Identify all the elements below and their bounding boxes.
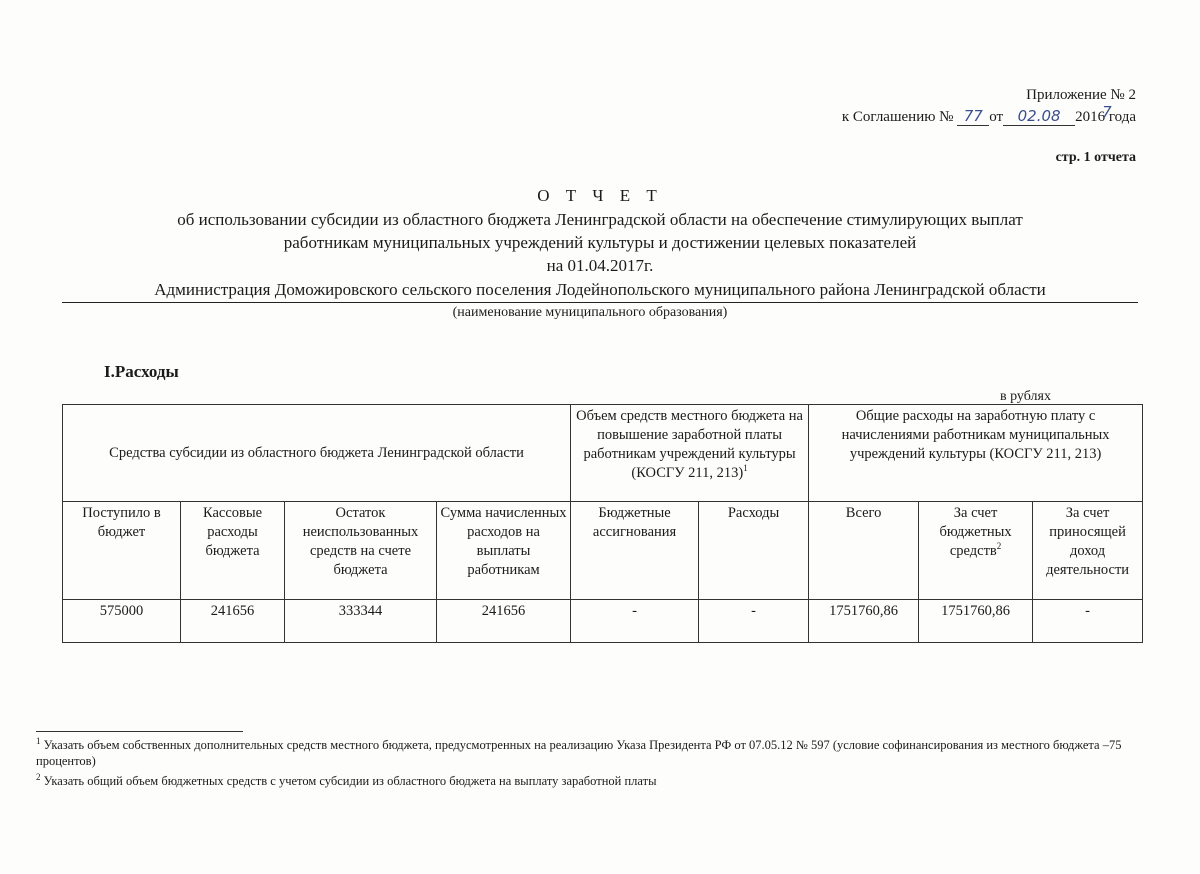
cell-cash-expenses: 241656 bbox=[181, 600, 285, 643]
cell-expenses: - bbox=[699, 600, 809, 643]
organization-caption: (наименование муниципального образования) bbox=[452, 305, 728, 320]
section-title: I.Расходы bbox=[104, 362, 179, 381]
table-column-header-row bbox=[63, 502, 1143, 600]
footnote-divider bbox=[36, 731, 243, 732]
cell-income-activity: - bbox=[1033, 600, 1143, 643]
col-allocations: Бюджетные ассигнования bbox=[571, 502, 699, 600]
footnote-2 bbox=[36, 773, 1146, 789]
cell-accrued: 241656 bbox=[437, 600, 571, 643]
report-date: на 01.04.2017г. bbox=[546, 256, 654, 275]
col-received: Поступило в бюджет bbox=[63, 502, 181, 600]
agreement-from: от bbox=[989, 109, 1004, 125]
col-cash-expenses: Кассовые расходы бюджета bbox=[181, 502, 285, 600]
cell-received: 575000 bbox=[63, 600, 181, 643]
footnote-ref-2: 2 bbox=[996, 541, 1002, 552]
footnote-2-mark: 2 bbox=[36, 771, 41, 782]
col-expenses: Расходы bbox=[699, 502, 809, 600]
col-total: Всего bbox=[809, 502, 919, 600]
agreement-date: 02.08 bbox=[1003, 107, 1075, 126]
table-row bbox=[63, 600, 1143, 643]
cell-allocations: - bbox=[571, 600, 699, 643]
report-title: О Т Ч Е Т bbox=[537, 186, 663, 205]
year-correction: 7 bbox=[1102, 103, 1112, 121]
expenses-table bbox=[62, 404, 1143, 643]
footnote-1-text: Указать объем собственных дополнительных средств местного бюджета, предусмотренных на реализацию Указа Президента РФ от 07.05.12 № 597 (условие софинансирования из местного бюджета –75 процентов) bbox=[36, 738, 1122, 768]
units-label: в рублях bbox=[1000, 389, 1051, 404]
agreement-prefix: к Соглашению № bbox=[841, 109, 954, 125]
header-local-budget-text: Объем средств местного бюджета на повышение заработной платы работникам учреждений культуры (КОСГУ 211, 213) bbox=[576, 408, 803, 481]
col-remainder: Остаток неиспользованных средств на счете бюджета bbox=[285, 502, 437, 600]
table-group-header-row bbox=[63, 405, 1143, 502]
agreement-suffix: года bbox=[1108, 109, 1136, 125]
col-budget-funds-text: За счет бюджетных средств bbox=[939, 505, 1012, 559]
cell-remainder: 333344 bbox=[285, 600, 437, 643]
footnote-ref-1: 1 bbox=[743, 463, 748, 474]
header-local-budget bbox=[571, 405, 809, 502]
footnote-1-mark: 1 bbox=[36, 735, 41, 746]
col-budget-funds bbox=[919, 502, 1033, 600]
col-income-activity: За счет приносящей доход деятельности bbox=[1033, 502, 1143, 600]
agreement-number: 77 bbox=[957, 107, 989, 126]
agreement-year-wrap bbox=[1075, 103, 1112, 125]
agreement-year: 2016 bbox=[1075, 109, 1106, 125]
report-subtitle-2: работникам муниципальных учреждений культуры и достижении целевых показателей bbox=[283, 233, 917, 252]
cell-total: 1751760,86 bbox=[809, 600, 919, 643]
header-total-expenses: Общие расходы на заработную плату с начислениями работникам муниципальных учреждений культуры (КОСГУ 211, 213) bbox=[809, 405, 1143, 502]
cell-budget-funds: 1751760,86 bbox=[919, 600, 1033, 643]
footnote-1 bbox=[36, 737, 1146, 769]
page-label: стр. 1 отчета bbox=[1055, 150, 1136, 165]
col-accrued: Сумма начисленных расходов на выплаты работникам bbox=[437, 502, 571, 600]
header-subsidy: Средства субсидии из областного бюджета Ленинградской области bbox=[63, 405, 571, 502]
agreement-line bbox=[841, 103, 1136, 126]
report-subtitle-1: об использовании субсидии из областного бюджета Ленинградской области на обеспечение стимулирующих выплат bbox=[177, 210, 1023, 229]
appendix-label: Приложение № 2 bbox=[1026, 87, 1136, 103]
organization-name: Администрация Доможировского сельского поселения Лодейнопольского муниципального района Ленинградской области bbox=[62, 280, 1138, 303]
footnote-2-text: Указать общий объем бюджетных средств с учетом субсидии из областного бюджета на выплату заработной платы bbox=[43, 774, 657, 788]
